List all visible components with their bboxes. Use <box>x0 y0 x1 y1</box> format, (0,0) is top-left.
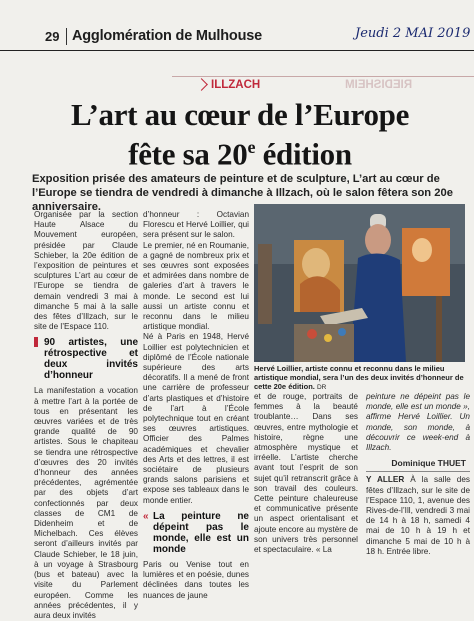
section-title: Agglomération de Mulhouse <box>72 28 262 44</box>
pull-quote <box>143 511 249 555</box>
paragraph: Né à Paris en 1948, Hervé Loillier est polytechnicien et diplômé de l’École nationale supérieure des arts décoratifs. Il a mené de front une carrière de professeur d’arts plastiques et d’histoire de l’art à l’École polytechnique tout en créant ses œuvres artistiques. Officier des Palmes académiques et chevalier des Arts et des lettres, il est sociétaire de plusieurs grands salons parisiens et expose ses tableaux dans le monde entier. <box>143 332 249 505</box>
pull-heading-text: 90 artistes, une rétrospective et deux invités d’honneur <box>44 337 138 382</box>
paragraph: et de rouge, portraits de femmes à la beauté troublante… Dans ses œuvres, entre mythologie et histoire, règne une atmosphère mystique et irréelle. L’artiste cherche avant tout l’esprit de son sujet qu’il retranscrit grâce à son travail des couleurs. Cette peinture chaleureuse et communicative présente un aspect orientalisant et ajoute encore au mystère de son univers très personnel et spectaculaire. « La <box>254 392 358 555</box>
title-line-1: L’art au cœur de l’Europe <box>70 97 410 132</box>
paragraph: d’honneur : Octavian Florescu et Hervé Loillier, qui sera présent sur le salon. <box>143 210 249 240</box>
quote-mark-icon: « <box>143 510 149 522</box>
header-divider <box>66 28 67 45</box>
paragraph: Organisée par la section Haute Alsace du Mouvement européen, présidée par Claude Schieber, la 20e édition de l’exposition de peintures et sculptures L’art au cœur de l’Europe se tiendra de demain vendredi 3 mai à dimanche 5 mai à la salle des fêtes d’Illzach, sur le site de l’Espace 110. <box>34 210 138 332</box>
column-1 <box>34 210 138 620</box>
pull-heading <box>34 337 138 381</box>
info-text: À la salle des fêtes d’Illzach, sur le site de l’Espace 110, 1, avenue des Rives-de-l’Ill, vendredi 3 mai de 14 h à 18 h, samedi 4 mai de 10 h à 19 h et dimanche 5 mai de 10 h à 18 h. Entrée libre. <box>366 475 470 556</box>
caption-text: Hervé Loillier, artiste connu et reconnu dans le milieu artistique mondial, sera l’un des deux invités d’honneur de cette 20e édition. <box>254 364 464 391</box>
title-part: fête sa 20 <box>128 136 248 172</box>
pull-marker <box>34 337 38 347</box>
practical-info <box>366 471 470 557</box>
bleed-through-text: RIEDISHEIM <box>345 79 413 91</box>
photo-caption <box>254 364 466 392</box>
title-line-2 <box>20 131 460 170</box>
title-part-end: édition <box>255 136 352 172</box>
town-tag: ILLZACH <box>211 79 261 91</box>
article-lede: Exposition prisée des amateurs de peinture et de sculpture, L’art au cœur de l’Europe se tiendra de vendredi à dimanche à Illzach, où le salon fêtera son 20e anniversaire. <box>32 173 453 213</box>
column-3 <box>254 392 358 555</box>
info-lead: Y ALLER <box>366 475 405 485</box>
handwritten-date: Jeudi 2 MAI 2019 <box>355 26 471 41</box>
artist-photo <box>254 204 465 362</box>
paragraph: peinture ne dépeint pas le monde, elle est un monde », affirme Hervé Loillier. Un monde, son monde, à découvrir ce week-end à Illzach. <box>366 392 470 453</box>
column-2 <box>143 210 249 600</box>
paragraph: Paris ou Venise tout en lumières et en poésie, dunes déclinées dans toutes les nuances de jaune <box>143 559 249 600</box>
paragraph: La manifestation a vocation à mettre l’art à la portée de tous en présentant les œuvres variées et de très grande qualité de 90 artistes. Sous le chapiteau se tiendra une rétrospective d’œuvres des 20 invités d’honneur des années précédentes, agrémentée par des objets d’art confectionnés par deux classes de CM1 de Didenheim et de Michelbach. Ces élèves seront d’ailleurs invités par Claude Schieber, le 18 juin, à un voyage à Strasbourg (bus et bateau) avec la visite du Parlement européen. Comme les années précédentes, il y aura deux invités <box>34 386 138 620</box>
pull-quote-text: La peinture ne dépeint pas le monde, elle est un monde <box>153 510 249 555</box>
article-title <box>20 98 460 170</box>
photo-credit: DR <box>316 384 327 391</box>
paragraph: Le premier, né en Roumanie, a gagné de nombreux prix et ses œuvres sont exposées et admirées dans nombre de galeries d’art à travers le monde. Le second est lui aussi un artiste connu et reconnu dans le milieu artistique mondial. <box>143 240 249 332</box>
author-signature: Dominique THUET <box>391 458 466 469</box>
page-number: 29 <box>45 29 60 44</box>
artist-photo-illustration <box>254 204 465 362</box>
title-superscript: e <box>247 137 256 157</box>
page-header <box>0 24 474 51</box>
column-4 <box>366 392 470 556</box>
